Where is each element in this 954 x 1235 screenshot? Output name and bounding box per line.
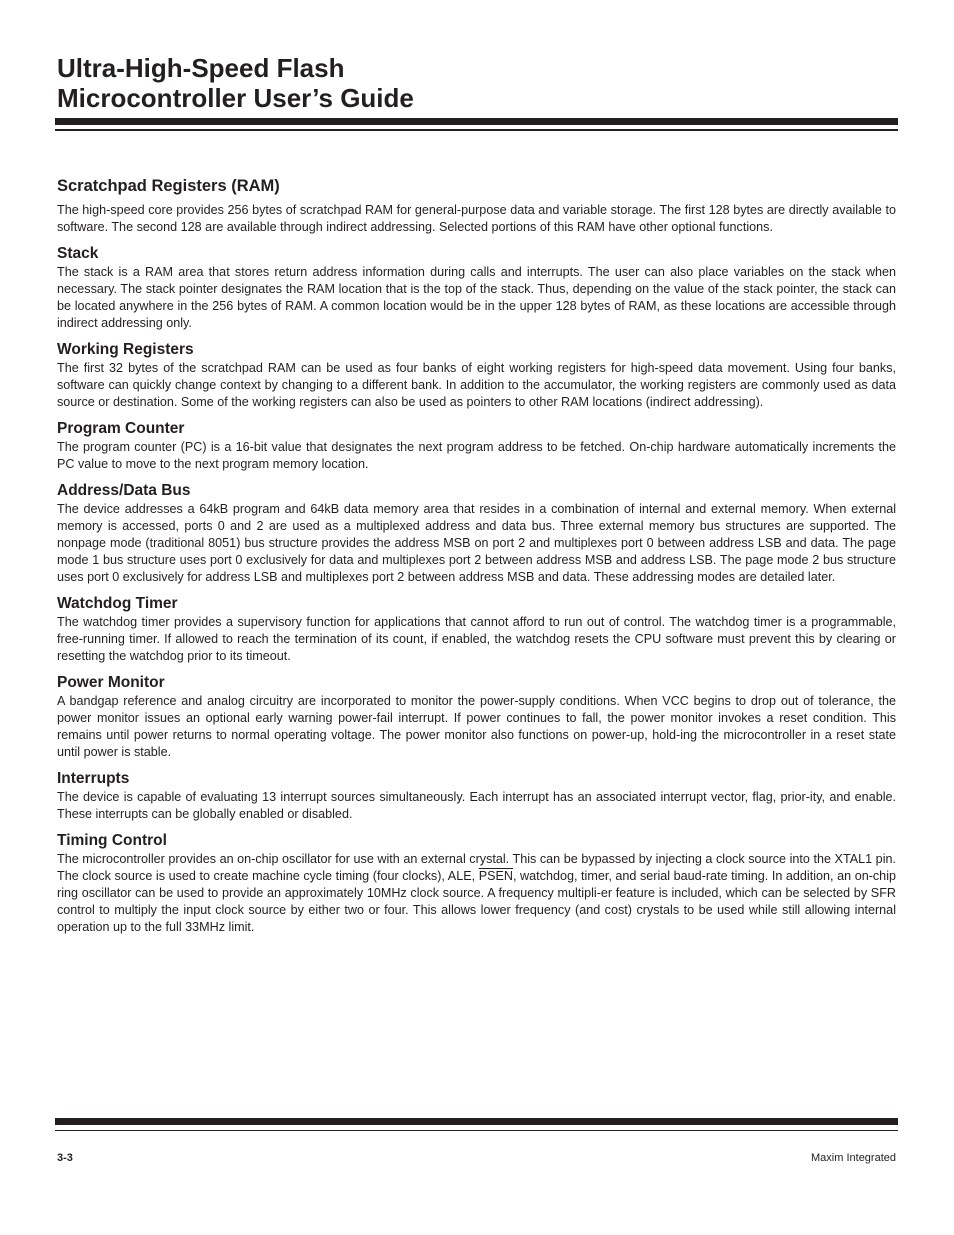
power-monitor-heading: Power Monitor [57,674,165,691]
timing-control-paragraph [57,851,896,936]
watchdog-timer-paragraph: The watchdog timer provides a supervisory function for applications that cannot afford to run out of control. The watchdog timer is a programmable, free-running timer. If allowed to reach the termination of its count, if enabled, the watchdog resets the CPU software must prevent this by clearing or resetting the watchdog prior to its timeout. [57,615,896,663]
power-monitor-paragraph: A bandgap reference and analog circuitry are incorporated to monitor the power-supply conditions. When VCC begins to drop out of tolerance, the power monitor issues an optional early warning power-fail interrupt. If power continues to fall, the power monitor invokes a reset condition. This remains until power returns to normal operating voltage. The power monitor also functions on power-up, hold-ing the microcontroller in a reset state until power is stable. [57,694,896,759]
page-number: 3-3 [57,1152,73,1164]
interrupts-heading: Interrupts [57,770,130,787]
header-rule-thick [55,118,898,125]
footer-rule-thin [55,1130,898,1131]
page-title-line-1: Ultra-High-Speed Flash [57,53,345,83]
stack-paragraph: The stack is a RAM area that stores return address information during calls and interrupts. The user can also place variables on the stack when necessary. The stack pointer designates the RAM location that is the top of the stack. Thus, depending on the value of the stack pointer, the stack can be located anywhere in the 256 bytes of RAM. A common location would be in the upper 128 bytes of RAM, as these locations are accessible through indirect addressing only. [57,265,896,330]
program-counter-heading: Program Counter [57,420,185,437]
stack-heading: Stack [57,245,99,262]
working-registers-heading: Working Registers [57,341,194,358]
footer-rule-thick [55,1118,898,1125]
address-data-bus-heading: Address/Data Bus [57,482,191,499]
program-counter-paragraph: The program counter (PC) is a 16-bit value that designates the next program address to be fetched. On-chip hardware automatically increments the PC value to move to the next program memory location. [57,440,896,471]
timing-text-after: , watchdog, timer, and serial baud-rate timing. In addition, an on-chip ring oscillator can be used to provide an approximately 10MHz clock source. A frequency multipli-er feature is included, which can be selected by SFR control to multiply the input clock source by either two or four. This allows lower frequency (and cost) crystals to be used while still allowing internal operation up to the full 33MHz limit. [57,869,896,934]
watchdog-timer-heading: Watchdog Timer [57,595,178,612]
interrupts-paragraph: The device is capable of evaluating 13 interrupt sources simultaneously. Each interrupt has an associated interrupt vector, flag, prior-ity, and enable. These interrupts can be globally enabled or disabled. [57,790,896,821]
header-rule-thin [55,129,898,131]
page-title-line-2: Microcontroller User’s Guide [57,83,414,113]
working-registers-paragraph: The first 32 bytes of the scratchpad RAM can be used as four banks of eight working registers for high-speed data movement. Using four banks, software can quickly change context by changing to a different bank. In addition to the accumulator, the working registers are commonly used as data source or destination. Some of the working registers can also be used as pointers to other RAM locations (indirect addressing). [57,361,896,409]
timing-control-heading: Timing Control [57,832,167,849]
section-intro: The high-speed core provides 256 bytes of scratchpad RAM for general-purpose data and variable storage. The first 128 bytes are directly available to software. The second 128 are available through indirect addressing. Selected portions of this RAM have other optional functions. [57,203,896,234]
psen-signal: PSEN [478,869,513,883]
main-content [57,176,896,936]
timing-text-before: The microcontroller provides an on-chip oscillator for use with an external crystal. This can be bypassed by injecting a clock source into the XTAL1 pin. The clock source is used to create machine cycle timing (four clocks), ALE, [57,852,896,883]
section-heading: Scratchpad Registers (RAM) [57,177,280,195]
page-title [57,53,414,113]
company-name: Maxim Integrated [811,1152,896,1164]
address-data-bus-paragraph: The device addresses a 64kB program and 64kB data memory area that resides in a combination of internal and external memory. When external memory is accessed, ports 0 and 2 are used as a multiplexed address and data bus. Three external memory bus structures are supported. The nonpage mode (traditional 8051) bus structure provides the address MSB on port 2 and multiplexes port 0 between address LSB and data. The page mode 1 bus structure uses port 0 exclusively for data and multiplexes port 2 between address MSB and address LSB. The page mode 2 bus structure uses port 0 exclusively for address LSB and multiplexes port 2 between address MSB and data. These addressing modes are detailed later. [57,502,896,584]
